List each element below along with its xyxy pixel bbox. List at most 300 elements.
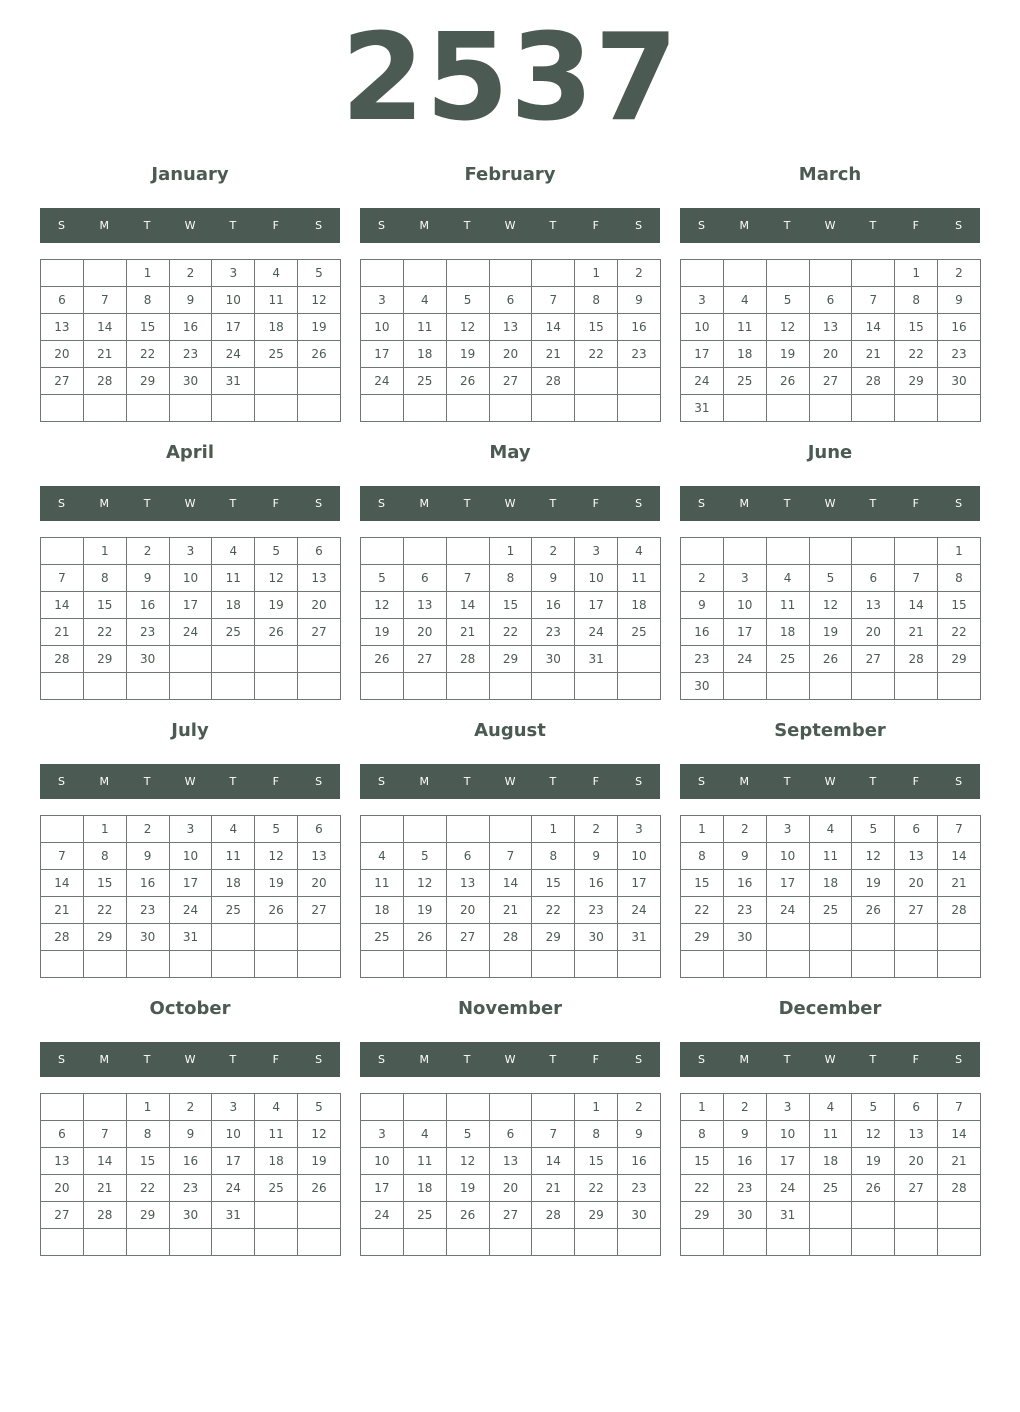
day-cell: 15 <box>575 314 618 341</box>
week-row <box>681 538 981 565</box>
day-cell <box>895 1229 938 1256</box>
day-cell: 27 <box>852 646 895 673</box>
day-cell <box>446 538 489 565</box>
week-row <box>41 395 341 422</box>
day-cell: 29 <box>489 646 532 673</box>
day-cell: 24 <box>169 897 212 924</box>
weekday-label: T <box>143 219 151 232</box>
week-row <box>361 1202 661 1229</box>
day-cell: 10 <box>169 843 212 870</box>
day-cell: 1 <box>489 538 532 565</box>
weekday-label: S <box>57 497 65 510</box>
day-cell: 9 <box>126 565 169 592</box>
day-cell: 14 <box>83 314 126 341</box>
day-cell: 23 <box>126 897 169 924</box>
day-cell: 9 <box>681 592 724 619</box>
weekday-label: T <box>463 219 471 232</box>
weekday-label: M <box>739 497 750 510</box>
day-cell: 12 <box>766 314 809 341</box>
day-cell: 14 <box>852 314 895 341</box>
day-cell: 25 <box>809 1175 852 1202</box>
week-row <box>681 1229 981 1256</box>
day-cell <box>255 673 298 700</box>
month-name: November <box>457 998 563 1019</box>
day-cell: 7 <box>41 843 84 870</box>
week-row <box>361 341 661 368</box>
day-cell: 3 <box>723 565 766 592</box>
week-row <box>361 592 661 619</box>
day-cell: 24 <box>766 897 809 924</box>
week-row <box>361 646 661 673</box>
day-cell: 20 <box>446 897 489 924</box>
day-cell <box>938 673 981 700</box>
day-cell <box>766 673 809 700</box>
weekday-label: M <box>419 497 430 510</box>
week-row <box>361 538 661 565</box>
day-cell <box>895 924 938 951</box>
day-cell: 8 <box>83 565 126 592</box>
day-cell: 19 <box>361 619 404 646</box>
day-cell <box>83 951 126 978</box>
day-cell: 18 <box>255 1148 298 1175</box>
day-cell: 30 <box>618 1202 661 1229</box>
month-name: April <box>165 442 215 463</box>
weekday-label: S <box>635 775 643 788</box>
day-cell: 13 <box>895 1121 938 1148</box>
day-cell: 12 <box>255 843 298 870</box>
day-cell: 13 <box>489 314 532 341</box>
day-cell <box>532 260 575 287</box>
day-cell <box>298 673 341 700</box>
day-cell <box>723 395 766 422</box>
day-cell: 31 <box>212 368 255 395</box>
weekday-header <box>360 486 660 521</box>
day-cell: 7 <box>532 287 575 314</box>
day-cell: 7 <box>938 816 981 843</box>
day-cell <box>575 395 618 422</box>
week-row <box>681 619 981 646</box>
day-cell <box>83 1229 126 1256</box>
weekday-label: T <box>229 219 237 232</box>
day-cell: 15 <box>575 1148 618 1175</box>
day-cell: 24 <box>212 1175 255 1202</box>
day-cell: 7 <box>83 287 126 314</box>
weekday-label: T <box>549 219 557 232</box>
day-cell: 10 <box>361 314 404 341</box>
week-row <box>681 1202 981 1229</box>
day-cell: 18 <box>403 1175 446 1202</box>
day-cell <box>809 1202 852 1229</box>
day-cell: 1 <box>83 816 126 843</box>
weekday-label: S <box>57 1053 65 1066</box>
day-cell: 31 <box>618 924 661 951</box>
weekday-label: T <box>229 1053 237 1066</box>
day-cell: 22 <box>681 1175 724 1202</box>
day-cell: 11 <box>766 592 809 619</box>
day-cell: 16 <box>618 1148 661 1175</box>
day-cell: 22 <box>681 897 724 924</box>
week-row <box>41 816 341 843</box>
day-cell: 29 <box>83 924 126 951</box>
day-cell: 14 <box>532 1148 575 1175</box>
week-row <box>41 1202 341 1229</box>
day-cell: 14 <box>489 870 532 897</box>
day-cell: 20 <box>41 1175 84 1202</box>
day-cell: 3 <box>169 538 212 565</box>
day-cell <box>766 538 809 565</box>
day-cell: 16 <box>681 619 724 646</box>
day-cell: 11 <box>255 1121 298 1148</box>
day-cell: 30 <box>681 673 724 700</box>
day-cell <box>766 1229 809 1256</box>
day-cell: 31 <box>575 646 618 673</box>
day-cell: 17 <box>212 1148 255 1175</box>
day-cell: 18 <box>618 592 661 619</box>
day-cell: 4 <box>809 1094 852 1121</box>
day-cell: 3 <box>618 816 661 843</box>
day-cell <box>938 951 981 978</box>
day-cell: 19 <box>766 341 809 368</box>
day-cell: 18 <box>255 314 298 341</box>
day-cell: 28 <box>938 1175 981 1202</box>
day-cell: 24 <box>212 341 255 368</box>
day-cell: 30 <box>723 1202 766 1229</box>
day-cell: 13 <box>446 870 489 897</box>
day-cell: 28 <box>895 646 938 673</box>
day-cell: 23 <box>532 619 575 646</box>
day-cell: 24 <box>361 1202 404 1229</box>
weekday-label: S <box>57 219 65 232</box>
day-cell: 9 <box>169 1121 212 1148</box>
day-cell: 10 <box>723 592 766 619</box>
day-cell: 2 <box>169 260 212 287</box>
day-cell <box>255 951 298 978</box>
day-cell: 21 <box>532 1175 575 1202</box>
weekday-label: W <box>824 497 836 510</box>
day-cell: 15 <box>532 870 575 897</box>
weekday-label: S <box>697 775 705 788</box>
day-cell <box>489 951 532 978</box>
day-cell: 10 <box>575 565 618 592</box>
day-cell <box>169 395 212 422</box>
day-cell <box>41 816 84 843</box>
week-row <box>41 260 341 287</box>
day-cell: 27 <box>895 897 938 924</box>
week-row <box>41 1148 341 1175</box>
day-cell: 28 <box>41 646 84 673</box>
day-cell <box>532 1229 575 1256</box>
weekday-label: T <box>463 775 471 788</box>
weekday-label: F <box>272 497 279 510</box>
day-cell: 21 <box>83 1175 126 1202</box>
day-cell: 23 <box>618 341 661 368</box>
day-cell <box>41 1229 84 1256</box>
day-cell: 6 <box>895 1094 938 1121</box>
day-cell: 1 <box>575 1094 618 1121</box>
day-cell: 5 <box>809 565 852 592</box>
day-cell: 25 <box>255 341 298 368</box>
day-cell <box>618 1229 661 1256</box>
month-name: March <box>798 164 862 185</box>
day-cell: 3 <box>575 538 618 565</box>
day-cell: 18 <box>809 1148 852 1175</box>
week-row <box>361 314 661 341</box>
day-cell: 10 <box>681 314 724 341</box>
day-cell: 21 <box>938 1148 981 1175</box>
weekday-label: T <box>463 497 471 510</box>
week-row <box>361 368 661 395</box>
week-row <box>41 1094 341 1121</box>
day-cell: 8 <box>126 287 169 314</box>
day-cell: 15 <box>126 1148 169 1175</box>
day-cell: 26 <box>298 341 341 368</box>
day-cell: 28 <box>852 368 895 395</box>
day-cell: 13 <box>403 592 446 619</box>
day-cell: 9 <box>618 1121 661 1148</box>
day-cell <box>446 951 489 978</box>
day-cell: 23 <box>575 897 618 924</box>
day-cell: 17 <box>575 592 618 619</box>
day-cell: 27 <box>403 646 446 673</box>
day-cell: 23 <box>723 1175 766 1202</box>
day-cell: 8 <box>575 1121 618 1148</box>
day-cell: 9 <box>126 843 169 870</box>
day-cell: 10 <box>212 287 255 314</box>
day-cell: 29 <box>681 924 724 951</box>
day-cell <box>126 1229 169 1256</box>
week-row <box>681 368 981 395</box>
day-cell: 21 <box>895 619 938 646</box>
weekday-label: F <box>592 1053 599 1066</box>
day-cell: 8 <box>83 843 126 870</box>
day-cell: 5 <box>766 287 809 314</box>
day-cell <box>766 924 809 951</box>
day-cell: 23 <box>618 1175 661 1202</box>
day-cell <box>41 951 84 978</box>
week-row <box>361 565 661 592</box>
day-cell: 14 <box>446 592 489 619</box>
day-cell: 22 <box>575 1175 618 1202</box>
day-cell: 15 <box>126 314 169 341</box>
day-cell <box>852 260 895 287</box>
day-cell <box>255 395 298 422</box>
day-cell: 16 <box>532 592 575 619</box>
weekday-label: M <box>419 1053 430 1066</box>
week-row <box>361 1175 661 1202</box>
day-cell <box>298 1229 341 1256</box>
day-cell: 9 <box>723 1121 766 1148</box>
day-cell: 20 <box>895 870 938 897</box>
day-cell: 28 <box>938 897 981 924</box>
day-cell: 27 <box>489 1202 532 1229</box>
day-cell: 12 <box>446 314 489 341</box>
day-cell: 10 <box>766 1121 809 1148</box>
day-cell: 30 <box>126 646 169 673</box>
day-cell: 29 <box>126 368 169 395</box>
weekday-header <box>680 1042 980 1077</box>
day-cell: 27 <box>41 1202 84 1229</box>
day-cell: 11 <box>403 1148 446 1175</box>
day-cell: 5 <box>298 260 341 287</box>
day-cell: 17 <box>361 1175 404 1202</box>
day-cell: 24 <box>681 368 724 395</box>
week-row <box>41 1121 341 1148</box>
day-cell <box>895 1202 938 1229</box>
weekday-label: F <box>592 219 599 232</box>
day-cell: 19 <box>255 592 298 619</box>
day-cell: 25 <box>766 646 809 673</box>
day-cell <box>852 1202 895 1229</box>
weekday-label: M <box>739 219 750 232</box>
day-cell <box>723 1229 766 1256</box>
day-cell <box>403 951 446 978</box>
day-cell: 14 <box>895 592 938 619</box>
day-cell <box>723 260 766 287</box>
day-cell: 22 <box>489 619 532 646</box>
day-cell: 13 <box>852 592 895 619</box>
day-cell <box>618 368 661 395</box>
day-cell <box>403 260 446 287</box>
day-cell: 22 <box>83 897 126 924</box>
day-cell: 11 <box>212 843 255 870</box>
day-cell <box>852 1229 895 1256</box>
day-grid <box>360 815 661 978</box>
day-cell: 20 <box>489 1175 532 1202</box>
day-cell: 2 <box>618 260 661 287</box>
day-cell <box>809 951 852 978</box>
day-cell <box>255 646 298 673</box>
day-cell <box>298 395 341 422</box>
day-cell: 3 <box>681 287 724 314</box>
day-cell: 29 <box>681 1202 724 1229</box>
day-cell: 15 <box>681 1148 724 1175</box>
day-cell: 19 <box>446 1175 489 1202</box>
day-cell <box>361 673 404 700</box>
day-cell <box>809 538 852 565</box>
day-cell: 29 <box>126 1202 169 1229</box>
day-cell: 11 <box>403 314 446 341</box>
day-cell: 12 <box>852 843 895 870</box>
day-cell: 9 <box>938 287 981 314</box>
week-row <box>41 870 341 897</box>
week-row <box>681 565 981 592</box>
day-cell <box>681 1229 724 1256</box>
day-cell: 21 <box>489 897 532 924</box>
day-cell: 1 <box>83 538 126 565</box>
day-grid <box>360 1093 661 1256</box>
weekday-label: M <box>739 775 750 788</box>
day-grid <box>360 537 661 700</box>
day-cell: 31 <box>212 1202 255 1229</box>
day-cell: 6 <box>403 565 446 592</box>
day-cell: 14 <box>41 870 84 897</box>
week-row <box>41 619 341 646</box>
day-cell: 24 <box>575 619 618 646</box>
weekday-label: T <box>143 1053 151 1066</box>
day-cell: 7 <box>489 843 532 870</box>
day-cell <box>809 260 852 287</box>
weekday-label: F <box>272 775 279 788</box>
day-cell: 6 <box>41 1121 84 1148</box>
day-cell <box>895 395 938 422</box>
day-cell: 30 <box>126 924 169 951</box>
day-cell <box>489 395 532 422</box>
day-cell: 5 <box>255 538 298 565</box>
week-row <box>41 843 341 870</box>
day-cell: 31 <box>681 395 724 422</box>
day-cell: 6 <box>489 1121 532 1148</box>
weekday-label: F <box>592 497 599 510</box>
week-row <box>681 843 981 870</box>
day-cell: 26 <box>766 368 809 395</box>
day-cell: 30 <box>169 368 212 395</box>
day-cell: 8 <box>681 1121 724 1148</box>
day-cell <box>212 673 255 700</box>
day-cell: 18 <box>766 619 809 646</box>
weekday-label: W <box>824 775 836 788</box>
day-cell: 19 <box>298 1148 341 1175</box>
day-cell <box>895 673 938 700</box>
day-cell <box>489 816 532 843</box>
weekday-label: S <box>635 1053 643 1066</box>
weekday-label: M <box>99 1053 110 1066</box>
day-cell: 3 <box>361 287 404 314</box>
week-row <box>41 924 341 951</box>
weekday-label: T <box>783 775 791 788</box>
week-row <box>361 1121 661 1148</box>
day-cell <box>575 368 618 395</box>
day-cell <box>532 1094 575 1121</box>
weekday-label: S <box>955 219 963 232</box>
day-cell <box>532 951 575 978</box>
day-cell: 7 <box>895 565 938 592</box>
weekday-label: T <box>143 497 151 510</box>
day-cell <box>298 646 341 673</box>
day-cell: 21 <box>41 897 84 924</box>
day-cell: 1 <box>575 260 618 287</box>
day-cell: 22 <box>126 1175 169 1202</box>
day-cell: 7 <box>446 565 489 592</box>
day-cell: 4 <box>212 538 255 565</box>
day-cell: 16 <box>169 1148 212 1175</box>
day-cell: 6 <box>809 287 852 314</box>
day-cell <box>852 395 895 422</box>
weekday-label: S <box>315 219 323 232</box>
day-cell: 26 <box>255 619 298 646</box>
day-cell: 12 <box>361 592 404 619</box>
day-cell: 25 <box>212 619 255 646</box>
day-cell: 4 <box>212 816 255 843</box>
weekday-label: T <box>143 775 151 788</box>
day-cell: 28 <box>83 368 126 395</box>
day-cell <box>212 951 255 978</box>
day-cell: 3 <box>169 816 212 843</box>
day-cell <box>809 395 852 422</box>
day-cell: 16 <box>723 870 766 897</box>
day-cell: 17 <box>766 870 809 897</box>
day-cell <box>489 260 532 287</box>
day-cell: 15 <box>895 314 938 341</box>
day-cell: 4 <box>723 287 766 314</box>
day-cell <box>41 538 84 565</box>
weekday-header <box>680 486 980 521</box>
day-cell <box>169 951 212 978</box>
weekday-label: F <box>272 1053 279 1066</box>
day-cell: 4 <box>766 565 809 592</box>
day-cell: 13 <box>41 1148 84 1175</box>
day-cell: 20 <box>298 592 341 619</box>
week-row <box>681 870 981 897</box>
